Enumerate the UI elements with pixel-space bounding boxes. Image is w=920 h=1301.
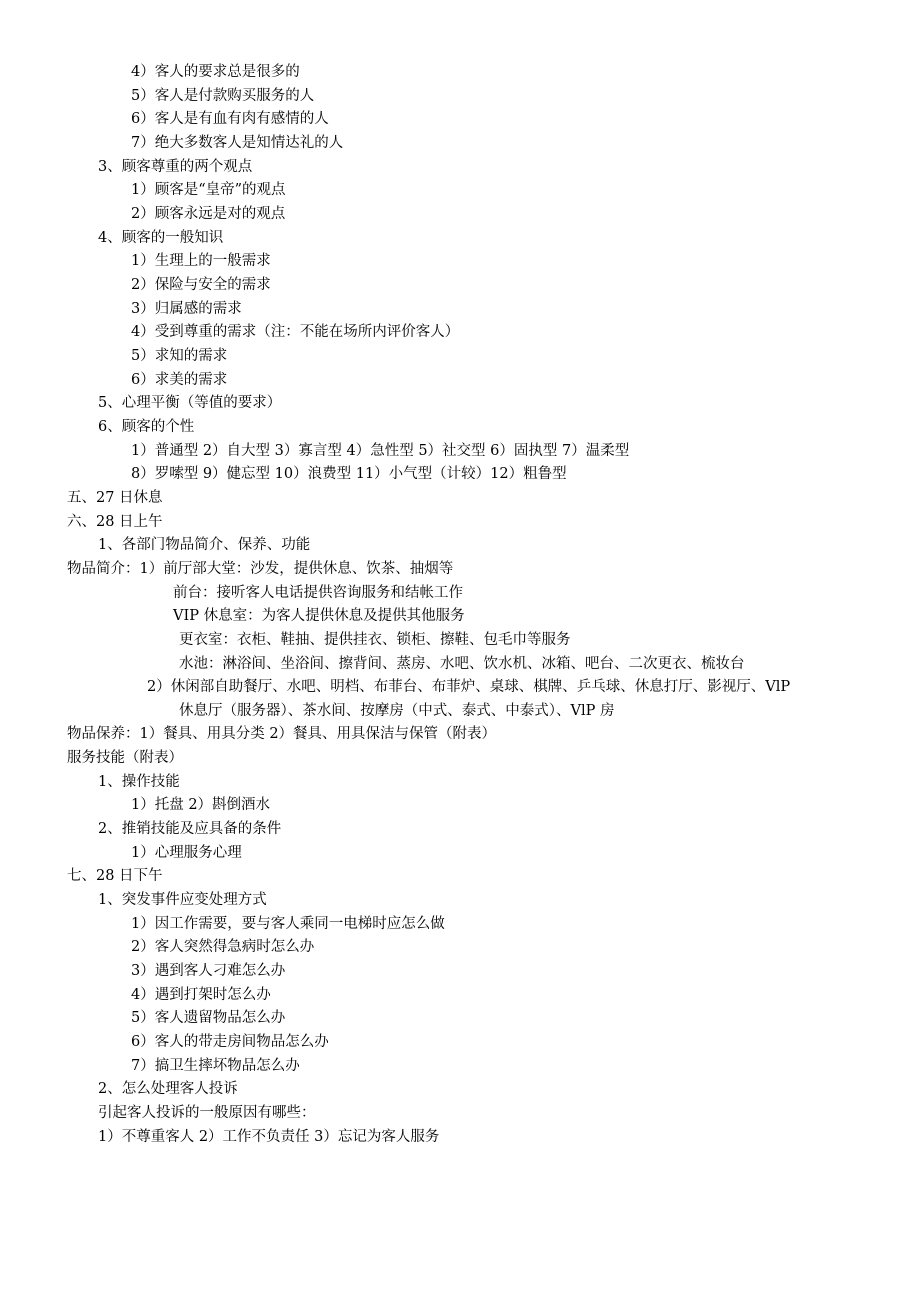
chapter-heading: 六、28 日上午 xyxy=(67,514,163,530)
text-line: 8）罗嗦型 9）健忘型 10）浪费型 11）小气型（计较）12）粗鲁型 xyxy=(131,466,567,482)
section-heading: 1、各部门物品简介、保养、功能 xyxy=(98,537,311,553)
text-line: 服务技能（附表） xyxy=(67,750,183,766)
section-heading: 1、操作技能 xyxy=(98,774,180,790)
section-heading: 3、顾客尊重的两个观点 xyxy=(98,159,253,175)
text-line: 3）归属感的需求 xyxy=(131,301,242,317)
section-heading: 1、突发事件应变处理方式 xyxy=(98,892,267,908)
section-heading: 2、怎么处理客人投诉 xyxy=(98,1081,238,1097)
text-line: 7）搞卫生摔坏物品怎么办 xyxy=(131,1058,300,1074)
text-line: 5）客人是付款购买服务的人 xyxy=(131,88,315,104)
text-line: 1）不尊重客人 2）工作不负责任 3）忘记为客人服务 xyxy=(98,1129,440,1145)
text-line: 6）客人是有血有肉有感情的人 xyxy=(131,111,329,127)
text-line: 3）遇到客人刁难怎么办 xyxy=(131,963,286,979)
section-heading: 6、顾客的个性 xyxy=(98,419,195,435)
text-line: 1）因工作需要，要与客人乘同一电梯时应怎么做 xyxy=(131,916,445,932)
text-line: 前台：接听客人电话提供咨询服务和结帐工作 xyxy=(173,585,463,601)
text-line: 5）客人遗留物品怎么办 xyxy=(131,1010,286,1026)
text-line: 1）托盘 2）斟倒酒水 xyxy=(131,797,271,813)
text-line: 1）普通型 2）自大型 3）寡言型 4）急性型 5）社交型 6）固执型 7）温柔型 xyxy=(131,443,630,459)
text-line: 4）受到尊重的需求（注：不能在场所内评价客人） xyxy=(131,324,460,340)
text-line: 4）遇到打架时怎么办 xyxy=(131,987,271,1003)
text-line: 1）生理上的一般需求 xyxy=(131,253,271,269)
text-line: 2）客人突然得急病时怎么办 xyxy=(131,939,315,955)
text-line: 5）求知的需求 xyxy=(131,348,228,364)
chapter-heading: 五、27 日休息 xyxy=(67,490,163,506)
text-line: 1）顾客是“皇帝”的观点 xyxy=(131,182,286,198)
section-heading: 2、推销技能及应具备的条件 xyxy=(98,821,282,837)
text-line: 2）休闲部自助餐厅、水吧、明档、布菲台、布菲炉、桌球、棋牌、乒乓球、休息打厅、影视厅、VlP xyxy=(147,679,791,695)
text-line: 引起客人投诉的一般原因有哪些： xyxy=(98,1105,316,1121)
text-line: 物品保养：1）餐具、用具分类 2）餐具、用具保洁与保管（附表） xyxy=(67,726,497,742)
text-line: 2）保险与安全的需求 xyxy=(131,277,271,293)
text-line: 2）顾客永远是对的观点 xyxy=(131,206,286,222)
text-line: 6）求美的需求 xyxy=(131,372,228,388)
text-line: 4）客人的要求总是很多的 xyxy=(131,64,300,80)
text-line: 休息厅（服务器）、茶水间、按摩房（中式、泰式、中泰式）、VlP 房 xyxy=(179,703,615,719)
section-heading: 5、心理平衡（等值的要求） xyxy=(98,395,282,411)
section-heading: 4、顾客的一般知识 xyxy=(98,230,224,246)
text-line: 6）客人的带走房间物品怎么办 xyxy=(131,1034,329,1050)
text-line: 物品简介：1）前厅部大堂：沙发，提供休息、饮茶、抽烟等 xyxy=(67,561,454,577)
text-line: 水池：淋浴间、坐浴间、擦背间、蒸房、水吧、饮水机、冰箱、吧台、二次更衣、梳妆台 xyxy=(179,656,745,672)
chapter-heading: 七、28 日下午 xyxy=(67,868,163,884)
text-line: 更衣室：衣柜、鞋抽、提供挂衣、锁柜、擦鞋、包毛巾等服务 xyxy=(179,632,571,648)
text-line: VIP 休息室：为客人提供休息及提供其他服务 xyxy=(173,608,465,624)
text-line: 7）绝大多数客人是知情达礼的人 xyxy=(131,135,344,151)
text-line: 1）心理服务心理 xyxy=(131,845,242,861)
